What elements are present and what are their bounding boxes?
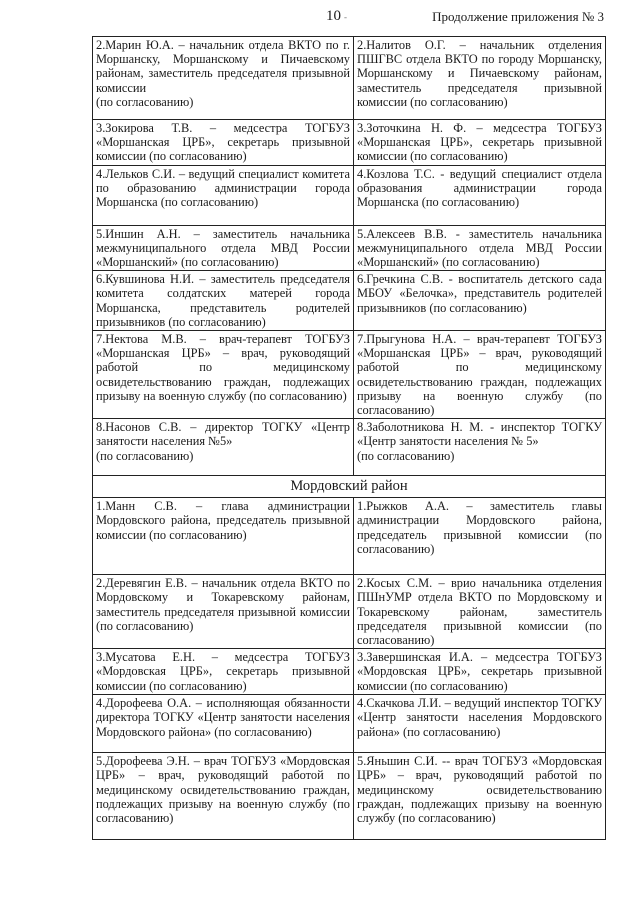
right-member-cell xyxy=(354,419,606,476)
cell-text: 1.Рыжков А.А. – заместитель главы администрации Мордовского района, председатель призывной комиссии (по согласованию) xyxy=(357,499,602,556)
left-member-cell xyxy=(93,37,354,120)
cell-text: 7.Нектова М.В. – врач-терапевт ТОГБУЗ «Моршанская ЦРБ» – врач, руководящий работой по медицинскому освидетельствованию граждан, подлежащих призыву на военную службу (по согласованию) xyxy=(96,332,350,403)
right-member-cell xyxy=(354,575,606,649)
right-member-cell xyxy=(354,753,606,840)
table-row xyxy=(93,419,606,476)
cell-text: 2.Марин Ю.А. – начальник отдела ВКТО по г. Моршанску, Моршанскому и Пичаевскому районам, заместитель председателя призывной комиссии (по согласованию) xyxy=(96,38,350,109)
right-member-cell xyxy=(354,165,606,225)
left-member-cell xyxy=(93,649,354,695)
cell-text: 5.Иншин А.Н. – заместитель начальника межмуниципального отдела МВД России «Моршанский» (по согласованию) xyxy=(96,226,350,270)
table-row xyxy=(93,165,606,225)
cell-text: 8.Заболотникова Н. М. - инспектор ТОГКУ «Центр занятости населения № 5» (по согласованию) xyxy=(357,420,602,463)
right-member-cell xyxy=(354,271,606,331)
left-member-cell xyxy=(93,225,354,271)
cell-text: 4.Скачкова Л.И. – ведущий инспектор ТОГКУ «Центр занятости населения Мордовского района» (по согласованию) xyxy=(357,696,602,739)
right-member-cell xyxy=(354,695,606,753)
table-row xyxy=(93,575,606,649)
cell-text: 7.Прыгунова Н.А. – врач-терапевт ТОГБУЗ «Моршанская ЦРБ» – врач, руководящий работой по медицинскому освидетельствованию граждан, подлежащих призыву на военную службу (по согласованию) xyxy=(357,332,602,418)
cell-text: 5.Дорофеева Э.Н. – врач ТОГБУЗ «Мордовская ЦРБ» – врач, руководящий работой по медицинскому освидетельствованию граждан, подлежащих призыву на военную службу (по согласованию) xyxy=(96,754,350,826)
left-member-cell xyxy=(93,575,354,649)
table-row xyxy=(93,271,606,331)
left-member-cell xyxy=(93,498,354,575)
table-row xyxy=(93,695,606,753)
left-member-cell xyxy=(93,331,354,419)
cell-text: 8.Насонов С.В. – директор ТОГКУ «Центр занятости населения №5» (по согласованию) xyxy=(96,420,350,463)
right-member-cell xyxy=(354,37,606,120)
left-member-cell xyxy=(93,753,354,840)
cell-text: 4.Козлова Т.С. - ведущий специалист отдела образования администрации города Моршанска (по согласованию) xyxy=(357,166,602,210)
cell-text: 2.Налитов О.Г. – начальник отделения ПШГВС отдела ВКТО по городу Моршанску, Моршанскому и Пичаевскому районам, заместитель председателя призывной комиссии (по согласованию) xyxy=(357,38,602,109)
right-member-cell xyxy=(354,225,606,271)
page-number-value: 10 xyxy=(326,8,341,24)
page-number xyxy=(326,8,347,25)
cell-text: 5.Яньшин С.И. -- врач ТОГБУЗ «Мордовская ЦРБ» – врач, руководящий работой по медицинскому освидетельствованию граждан, подлежащих призыву на военную службу (по согласованию) xyxy=(357,754,602,826)
cell-text: 4.Лельков С.И. – ведущий специалист комитета по образованию администрации города Моршанска (по согласованию) xyxy=(96,166,350,210)
cell-text: 3.Мусатова Е.Н. – медсестра ТОГБУЗ «Мордовская ЦРБ», секретарь призывной комиссии (по согласованию) xyxy=(96,650,350,693)
table-row xyxy=(93,37,606,120)
section-heading: Мордовский район xyxy=(93,476,606,498)
right-member-cell xyxy=(354,331,606,419)
right-member-cell xyxy=(354,498,606,575)
page-number-dash: - xyxy=(344,12,347,22)
cell-text: 6.Кувшинова Н.И. – заместитель председателя комитета солдатских матерей города Моршанска, представитель родителей призывников (по согласованию) xyxy=(96,272,350,329)
table-row xyxy=(93,331,606,419)
left-member-cell xyxy=(93,120,354,166)
cell-text: 4.Дорофеева О.А. – исполняющая обязанности директора ТОГКУ «Центр занятости населения Мордовского района» (по согласованию) xyxy=(96,696,350,739)
table-row xyxy=(93,120,606,166)
table-row xyxy=(93,753,606,840)
cell-text: 5.Алексеев В.В. - заместитель начальника межмуниципального отдела МВД России «Моршанский» (по согласованию) xyxy=(357,226,602,270)
right-member-cell xyxy=(354,649,606,695)
table-row xyxy=(93,225,606,271)
cell-text: 6.Гречкина С.В. - воспитатель детского сада МБОУ «Белочка», представитель родителей призывников (по согласованию) xyxy=(357,272,602,315)
cell-text: 3.Завершинская И.А. – медсестра ТОГБУЗ «Мордовская ЦРБ», секретарь призывной комиссии (по согласованию) xyxy=(357,650,602,693)
right-member-cell xyxy=(354,120,606,166)
appendix-caption: Продолжение приложения № 3 xyxy=(432,9,604,24)
cell-text: 3.Зокирова Т.В. – медсестра ТОГБУЗ «Моршанская ЦРБ», секретарь призывной комиссии (по согласованию) xyxy=(96,121,350,164)
cell-text: 1.Манн С.В. – глава администрации Мордовского района, председатель призывной комиссии (по согласованию) xyxy=(96,499,350,542)
left-member-cell xyxy=(93,419,354,476)
commission-table xyxy=(92,36,606,840)
cell-text: 2.Косых С.М. – врио начальника отделения ПШнУМР отдела ВКТО по Мордовскому и Токаревскому районам, заместитель председателя призывной комиссии (по согласованию) xyxy=(357,576,602,648)
cell-text: 3.Зоточкина Н. Ф. – медсестра ТОГБУЗ «Моршанская ЦРБ», секретарь призывной комиссии (по согласованию) xyxy=(357,121,602,164)
left-member-cell xyxy=(93,271,354,331)
table-row xyxy=(93,649,606,695)
left-member-cell xyxy=(93,695,354,753)
left-member-cell xyxy=(93,165,354,225)
section-heading-row xyxy=(93,476,606,498)
table-row xyxy=(93,498,606,575)
cell-text: 2.Деревягин Е.В. – начальник отдела ВКТО по Мордовскому и Токаревскому районам, заместитель председателя призывной комиссии (по согласованию) xyxy=(96,576,350,633)
